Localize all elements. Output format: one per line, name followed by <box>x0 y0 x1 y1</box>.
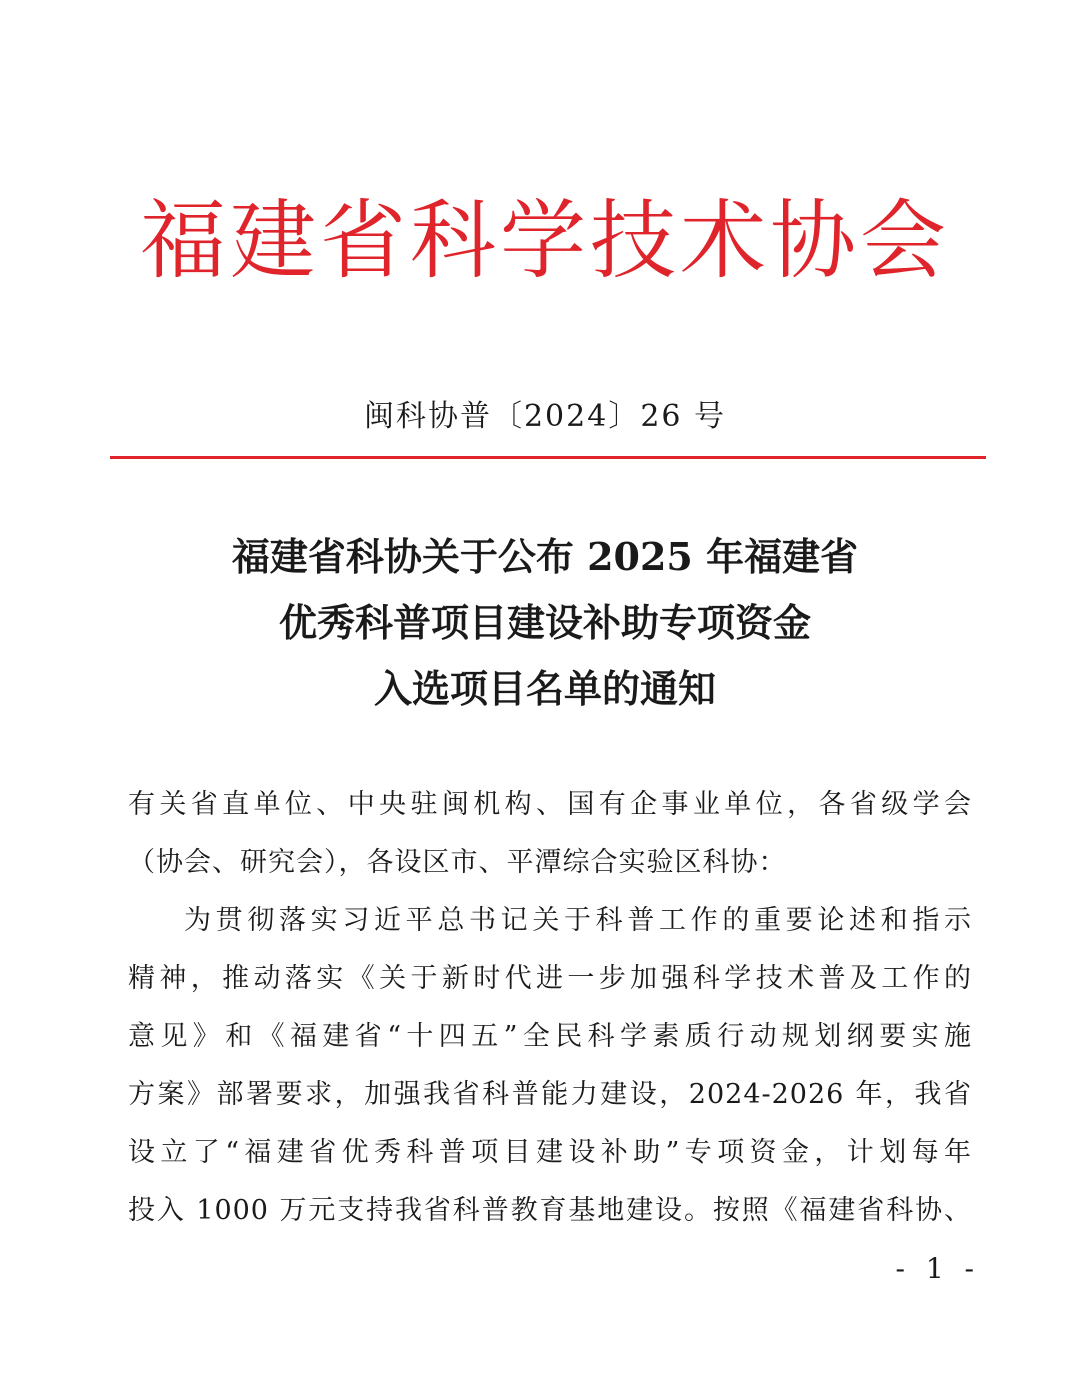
page-number: - 1 - <box>895 1252 980 1285</box>
organization-header: 福建省科学技术协会 <box>140 191 950 291</box>
paragraph-line: 方案》部署要求，加强我省科普能力建设，2024-2026 年，我省 <box>128 1079 972 1110</box>
paragraph-line: 精神，推动落实《关于新时代进一步加强科学技术普及工作的 <box>128 963 972 994</box>
recipients-line: 有关省直单位、中央驻闽机构、国有企事业单位，各省级学会 <box>128 789 972 820</box>
document-number: 闽科协普〔2024〕26 号 <box>363 399 727 434</box>
red-divider-line <box>110 456 986 459</box>
title-line: 入选项目名单的通知 <box>373 666 716 711</box>
notice-title <box>110 524 980 722</box>
recipients-line: （协会、研究会），各设区市、平潭综合实验区科协： <box>128 847 787 878</box>
paragraph-line: 投入 1000 万元支持我省科普教育基地建设。按照《福建省科协、 <box>128 1195 972 1226</box>
paragraph-line: 意见》和《福建省“十四五”全民科学素质行动规划纲要实施 <box>128 1021 972 1052</box>
paragraph-line: 为贯彻落实习近平总书记关于科普工作的重要论述和指示 <box>184 905 972 936</box>
paragraph-line: 设立了“福建省优秀科普项目建设补助”专项资金，计划每年 <box>128 1137 972 1168</box>
title-line: 优秀科普项目建设补助专项资金 <box>278 600 811 645</box>
document-body <box>128 776 972 1240</box>
title-line: 福建省科协关于公布 2025 年福建省 <box>231 534 859 579</box>
